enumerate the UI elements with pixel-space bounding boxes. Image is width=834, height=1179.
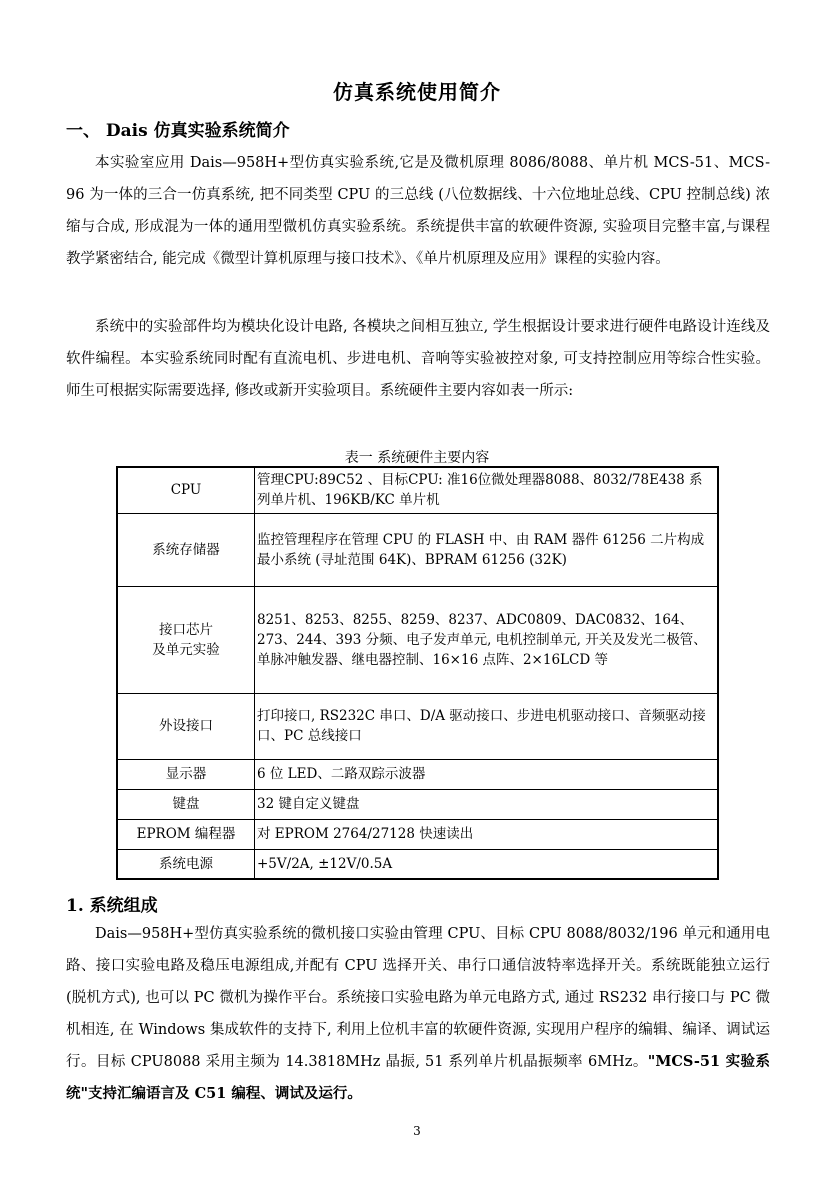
page-number: 3	[413, 1124, 421, 1138]
row-content: 管理CPU:89C52 、目标CPU: 准16位微处理器8088、8032/78E438 系列单片机、196KB/KC 单片机	[255, 467, 719, 513]
table-row	[117, 819, 718, 849]
row-label: 系统存储器	[117, 513, 255, 586]
row-label: 外设接口	[117, 693, 255, 759]
row-content: +5V/2A, ±12V/0.5A	[255, 849, 719, 879]
table-row	[117, 789, 718, 819]
row-label: 接口芯片 及单元实验	[117, 586, 255, 693]
row-content: 6 位 LED、二路双踪示波器	[255, 759, 719, 789]
section-heading-dais: 一、 Dais 仿真实验系统简介	[66, 121, 290, 141]
emphasis-text: "MCS-51 实验系统"支持汇编语言及 C51 编程、调试及运行。	[66, 1053, 770, 1102]
row-label: 键盘	[117, 789, 255, 819]
table-row	[117, 849, 718, 879]
page-title: 仿真系统使用简介	[333, 80, 501, 104]
row-content: 监控管理程序在管理 CPU 的 FLASH 中、由 RAM 器件 61256 二片构成最小系统 (寻址范围 64K)、BPRAM 61256 (32K)	[255, 513, 719, 586]
table-row	[117, 467, 718, 513]
table-caption: 表一 系统硬件主要内容	[344, 450, 490, 466]
composition-paragraph	[66, 918, 770, 1110]
components-paragraph: 系统中的实验部件均为模块化设计电路, 各模块之间相互独立, 学生根据设计要求进行硬件电路设计连线及软件编程。本实验系统同时配有直流电机、步进电机、音响等实验被控对象, 可支持控制应用等综合性实验。师生可根据实际需要选择, 修改或新开实验项目。系统硬件主要内容如表一所示:	[66, 319, 770, 399]
hardware-spec-table	[116, 466, 719, 880]
table-row	[117, 759, 718, 789]
row-content: 打印接口, RS232C 串口、D/A 驱动接口、步进电机驱动接口、音频驱动接口、PC 总线接口	[255, 693, 719, 759]
intro-paragraph: 本实验室应用 Dais—958H+型仿真实验系统,它是及微机原理 8086/8088、单片机 MCS-51、MCS-96 为一体的三合一仿真系统, 把不同类型 CPU 的三总线 (八位数据线、十六位地址总线、CPU 控制总线) 浓缩与合成, 形成混为一体的通用型微机仿真实验系统。系统提供丰富的软硬件资源, 实验项目完整丰富,与课程教学紧密结合, 能完成《微型计算机原理与接口技术》、《单片机原理及应用》课程的实验内容。	[66, 155, 770, 267]
row-label: CPU	[117, 467, 255, 513]
row-label: 显示器	[117, 759, 255, 789]
row-content: 32 键自定义键盘	[255, 789, 719, 819]
row-label: 系统电源	[117, 849, 255, 879]
row-content: 对 EPROM 2764/27128 快速读出	[255, 819, 719, 849]
table-row	[117, 693, 718, 759]
table-row	[117, 586, 718, 693]
row-label: EPROM 编程器	[117, 819, 255, 849]
row-content: 8251、8253、8255、8259、8237、ADC0809、DAC0832、164、273、244、393 分频、电子发声单元, 电机控制单元, 开关及发光二极管、单脉冲触发器、继电器控制、16×16 点阵、2×16LCD 等	[255, 586, 719, 693]
composition-text: Dais—958H+型仿真实验系统的微机接口实验由管理 CPU、目标 CPU 8088/8032/196 单元和通用电路、接口实验电路及稳压电源组成,并配有 CPU 选择开关、串行口通信波特率选择开关。系统既能独立运行 (脱机方式), 也可以 PC 微机为操作平台。系统接口实验电路为单元电路方式, 通过 RS232 串行接口与 PC 微机相连, 在 Windows 集成软件的支持下, 利用上位机丰富的软硬件资源, 实现用户程序的编辑、编译、调试运行。目标 CPU8088 采用主频为 14.3818MHz 晶振, 51 系列单片机晶振频率 6MHz。	[66, 926, 770, 1070]
table-row	[117, 513, 718, 586]
section-heading-composition: 1. 系统组成	[66, 896, 158, 916]
